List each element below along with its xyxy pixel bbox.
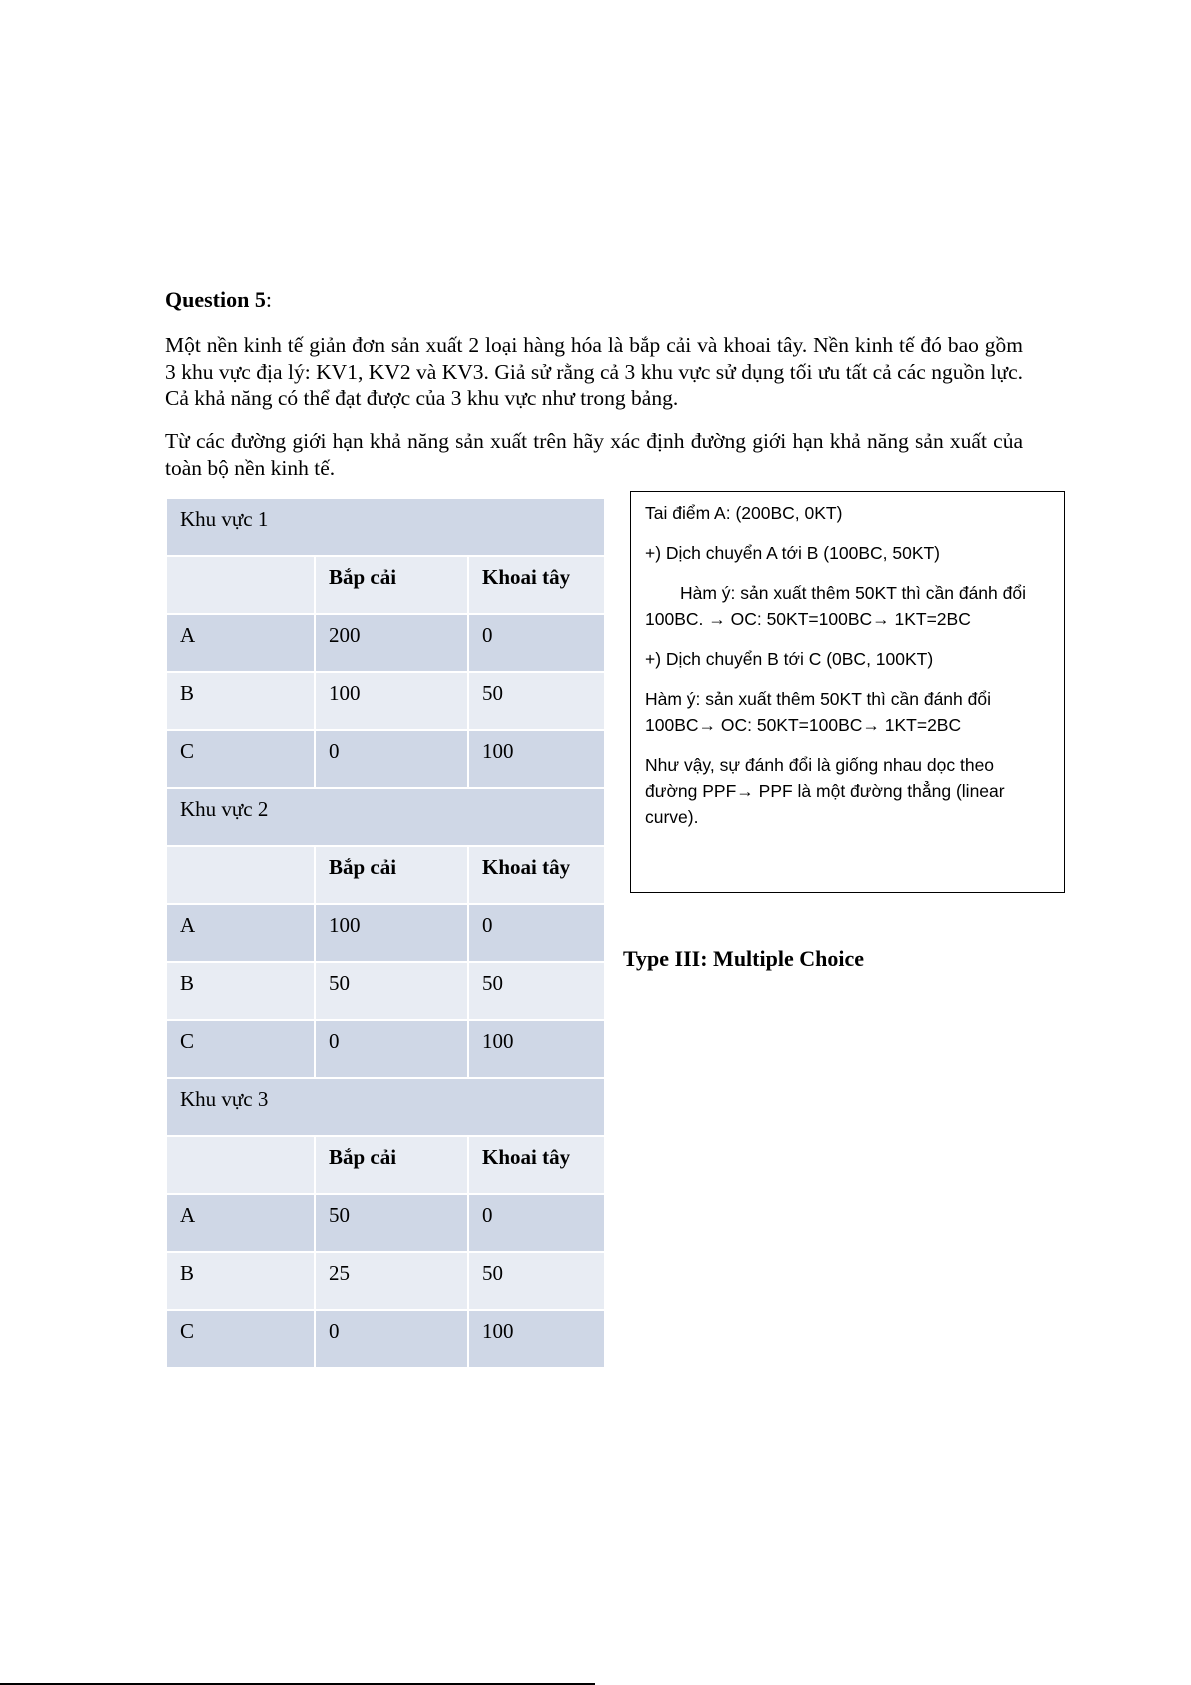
region-row [166,788,605,846]
table-row [166,1252,605,1310]
table-cell: C [166,1020,315,1078]
column-header [166,556,315,614]
answer-line: +) Dịch chuyển A tới B (100BC, 50KT) [645,543,941,563]
answer-line: Hàm ý: sản xuất thêm 50KT thì cần đánh đổi 100BC. → OC: 50KT=100BC→ 1KT=2BC [645,583,1026,629]
table-row [166,672,605,730]
column-header: Bắp cải [315,846,468,904]
production-table [166,498,605,1368]
question-paragraph: Một nền kinh tế giản đơn sản xuất 2 loại hàng hóa là bắp cải và khoai tây. Nền kinh tế đó bao gồm 3 khu vực địa lý: KV1, KV2 và KV3. Giả sử rằng cả 3 khu vực sử dụng tối ưu tất cả các nguồn lực. Cả khả năng có thể đạt được của 3 khu vực như trong bảng. [165,333,1023,410]
table-cell: 100 [468,730,605,788]
header-row [166,846,605,904]
table-cell: 50 [468,962,605,1020]
table-cell: 0 [468,614,605,672]
table-row [166,1310,605,1368]
table-row [166,904,605,962]
table-row [166,1020,605,1078]
region-name: Khu vực 2 [166,788,605,846]
table-cell: B [166,1252,315,1310]
table-cell: 0 [468,1194,605,1252]
table-cell: 50 [315,1194,468,1252]
table-cell: 0 [315,730,468,788]
column-header [166,846,315,904]
question-instruction: Từ các đường giới hạn khả năng sản xuất trên hãy xác định đường giới hạn khả năng sản xuất của toàn bộ nền kinh tế. [165,429,1023,480]
table-cell: A [166,904,315,962]
column-header: Khoai tây [468,556,605,614]
table-cell: 0 [315,1020,468,1078]
table-row [166,730,605,788]
column-header: Khoai tây [468,1136,605,1194]
table-cell: B [166,672,315,730]
table-cell: 50 [468,672,605,730]
region-name: Khu vực 3 [166,1078,605,1136]
region-row [166,1078,605,1136]
header-row [166,556,605,614]
table-cell: 200 [315,614,468,672]
table-cell: 100 [315,904,468,962]
table-cell: 100 [468,1020,605,1078]
table-cell: 100 [315,672,468,730]
question-suffix: : [265,287,272,312]
answer-line: Tai điểm A: (200BC, 0KT) [645,503,843,523]
column-header: Khoai tây [468,846,605,904]
question-title [165,287,272,313]
answer-box [630,491,1065,893]
table-cell: 50 [468,1252,605,1310]
table-cell: 0 [315,1310,468,1368]
table-row [166,962,605,1020]
region-row [166,498,605,556]
table-cell: B [166,962,315,1020]
table-cell: 0 [468,904,605,962]
column-header [166,1136,315,1194]
table-cell: A [166,614,315,672]
answer-line: Hàm ý: sản xuất thêm 50KT thì cần đánh đổi 100BC→ OC: 50KT=100BC→ 1KT=2BC [645,689,991,735]
table-cell: C [166,1310,315,1368]
table-cell: A [166,1194,315,1252]
answer-line: Như vậy, sự đánh đổi là giống nhau dọc theo đường PPF→ PPF là một đường thẳng (linear curve). [645,755,1005,827]
table-cell: 25 [315,1252,468,1310]
table-row [166,614,605,672]
column-header: Bắp cải [315,1136,468,1194]
table-cell: C [166,730,315,788]
table-cell: 50 [315,962,468,1020]
region-name: Khu vực 1 [166,498,605,556]
section-heading: Type III: Multiple Choice [623,946,864,971]
question-label: Question 5 [165,287,266,312]
table-row [166,1194,605,1252]
column-header: Bắp cải [315,556,468,614]
table-cell: 100 [468,1310,605,1368]
answer-line: +) Dịch chuyển B tới C (0BC, 100KT) [645,649,934,669]
header-row [166,1136,605,1194]
